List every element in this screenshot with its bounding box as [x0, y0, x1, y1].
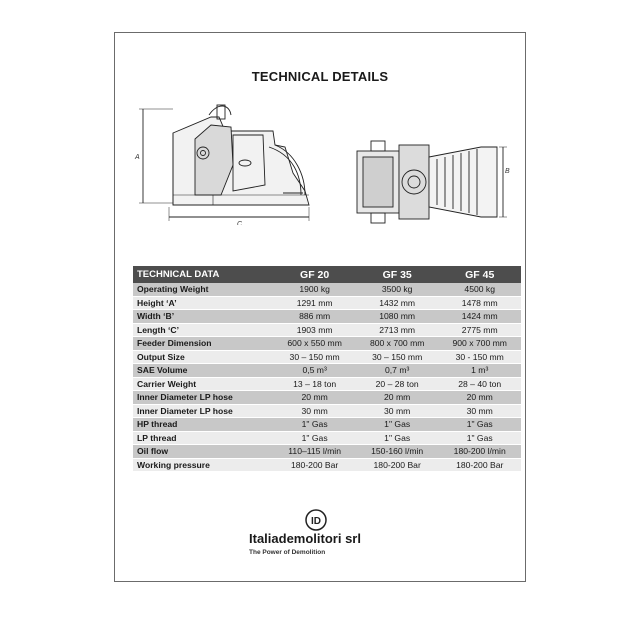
page-title: TECHNICAL DETAILS: [251, 69, 389, 84]
svg-text:ID: ID: [311, 516, 321, 527]
table-row: [133, 391, 521, 405]
table-row: [133, 404, 521, 418]
table-row: [133, 445, 521, 459]
row-value: 1" Gas: [356, 431, 439, 445]
row-value: 30 mm: [356, 404, 439, 418]
row-value: 1" Gas: [356, 418, 439, 432]
row-label: Inner Diameter LP hose: [133, 391, 273, 405]
row-label: Feeder Dimension: [133, 337, 273, 351]
row-value: 900 x 700 mm: [438, 337, 521, 351]
row-label: Inner Diameter LP hose: [133, 404, 273, 418]
row-value: 2775 mm: [438, 323, 521, 337]
row-value: 886 mm: [273, 310, 356, 324]
row-value: 30 mm: [273, 404, 356, 418]
row-value: 1" Gas: [438, 418, 521, 432]
row-label: SAE Volume: [133, 364, 273, 378]
header-gf45: GF 45: [438, 266, 521, 283]
top-view-drawing: [351, 137, 511, 227]
company-name: Italiademolitori srl: [249, 531, 361, 546]
row-value: 1291 mm: [273, 296, 356, 310]
table-row: [133, 337, 521, 351]
row-value: 1900 kg: [273, 283, 356, 296]
row-value: 1424 mm: [438, 310, 521, 324]
row-value: 110–115 l/min: [273, 445, 356, 459]
row-value: 1432 mm: [356, 296, 439, 310]
row-value: 180-200 l/min: [438, 445, 521, 459]
row-label: Width ‘B’: [133, 310, 273, 324]
header-gf20: GF 20: [273, 266, 356, 283]
dimension-c-label: C: [237, 221, 243, 225]
row-value: 1" Gas: [273, 418, 356, 432]
header-gf35: GF 35: [356, 266, 439, 283]
dimension-b-label: B: [505, 168, 510, 175]
row-label: Output Size: [133, 350, 273, 364]
table-row: [133, 323, 521, 337]
row-label: Height ‘A’: [133, 296, 273, 310]
row-value: 150-160 l/min: [356, 445, 439, 459]
table-row: [133, 310, 521, 324]
row-label: LP thread: [133, 431, 273, 445]
row-value: 30 - 150 mm: [438, 350, 521, 364]
row-value: 180-200 Bar: [438, 458, 521, 472]
row-label: HP thread: [133, 418, 273, 432]
row-value: 4500 kg: [438, 283, 521, 296]
row-value: 13 – 18 ton: [273, 377, 356, 391]
row-label: Length ‘C’: [133, 323, 273, 337]
row-value: 0,5 m³: [273, 364, 356, 378]
table-row: [133, 296, 521, 310]
company-logo: [249, 509, 429, 556]
table-row: [133, 418, 521, 432]
row-label: Oil flow: [133, 445, 273, 459]
row-value: 20 mm: [438, 391, 521, 405]
spec-sheet: [114, 32, 526, 582]
row-value: 30 – 150 mm: [356, 350, 439, 364]
side-view-drawing: [133, 95, 323, 225]
header-technical-data: TECHNICAL DATA: [133, 266, 273, 283]
technical-data-table: [133, 266, 521, 472]
company-tagline: The Power of Demolition: [249, 549, 326, 556]
table-header-row: [133, 266, 521, 283]
row-value: 1" Gas: [438, 431, 521, 445]
row-value: 30 – 150 mm: [273, 350, 356, 364]
row-value: 2713 mm: [356, 323, 439, 337]
row-value: 3500 kg: [356, 283, 439, 296]
dimension-a-label: A: [135, 154, 140, 161]
row-value: 180-200 Bar: [273, 458, 356, 472]
table-row: [133, 283, 521, 296]
row-value: 20 mm: [356, 391, 439, 405]
table-row: [133, 350, 521, 364]
row-value: 20 mm: [273, 391, 356, 405]
row-value: 600 x 550 mm: [273, 337, 356, 351]
row-value: 0,7 m³: [356, 364, 439, 378]
table-row: [133, 364, 521, 378]
row-value: 180-200 Bar: [356, 458, 439, 472]
table-row: [133, 377, 521, 391]
row-value: 30 mm: [438, 404, 521, 418]
row-value: 28 – 40 ton: [438, 377, 521, 391]
italiademolitori-logo-icon: [305, 509, 327, 531]
row-label: Operating Weight: [133, 283, 273, 296]
row-value: 1903 mm: [273, 323, 356, 337]
row-label: Carrier Weight: [133, 377, 273, 391]
row-value: 1" Gas: [273, 431, 356, 445]
row-value: 1478 mm: [438, 296, 521, 310]
row-value: 800 x 700 mm: [356, 337, 439, 351]
table-row: [133, 458, 521, 472]
row-value: 1080 mm: [356, 310, 439, 324]
row-label: Working pressure: [133, 458, 273, 472]
row-value: 20 – 28 ton: [356, 377, 439, 391]
row-value: 1 m³: [438, 364, 521, 378]
table-row: [133, 431, 521, 445]
